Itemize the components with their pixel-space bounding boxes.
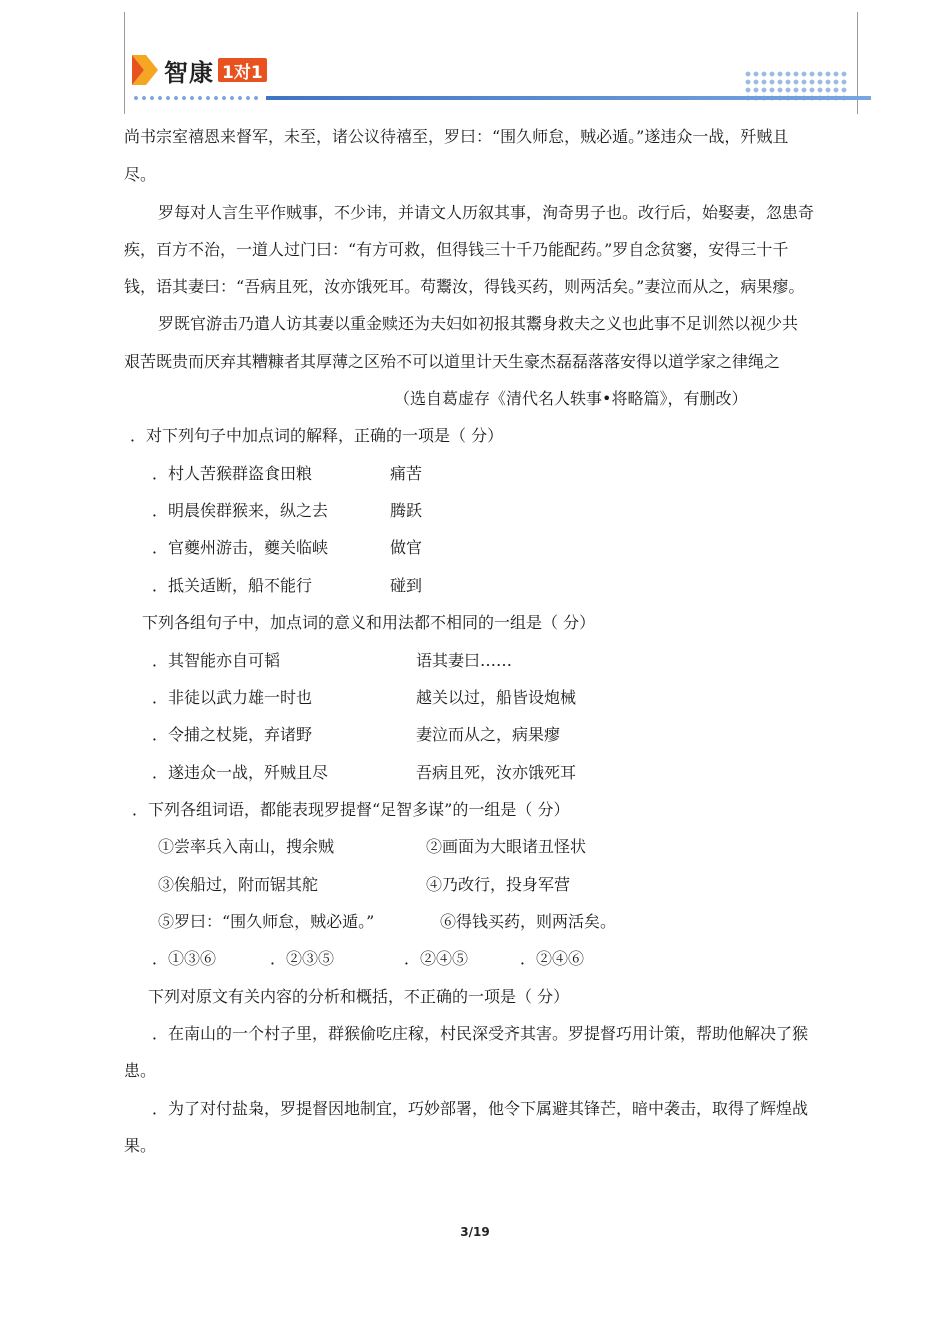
- q4-option-b: ．为了对付盐枭，罗提督因地制宜，巧妙部署，他令下属避其锋芒，暗中袭击，取得了辉煌战: [152, 1099, 809, 1118]
- question-1-stem: ．对下列句子中加点词的解释，正确的一项是（ 分）: [130, 426, 504, 445]
- header-bar: [132, 94, 850, 102]
- passage-line: 尽。: [124, 165, 157, 184]
- passage-line: 艰苦既贵而厌弃其糟糠者其厚薄之区殆不可以道里计天生豪杰磊磊落落安得以道学家之律绳之: [124, 352, 781, 371]
- question-2-stem: 下列各组句子中，加点词的意义和用法都不相同的一组是（ 分）: [142, 613, 596, 632]
- question-3-stem: ．下列各组词语，都能表现罗提督“足智多谋”的一组是（ 分）: [132, 800, 570, 819]
- q3-choice-d: ．②④⑥: [520, 949, 585, 968]
- passage-line: 钱，语其妻曰：“吾病且死，汝亦饿死耳。苟鬻汝，得钱买药，则两活矣。”妻泣而从之，病果瘳。: [124, 277, 805, 296]
- q1-option-a-gloss: 痛苦: [390, 464, 423, 483]
- header-left-rule: [124, 12, 125, 114]
- q3-item-4: ④乃改行，投身军营: [426, 875, 571, 894]
- q2-option-c-pair: 妻泣而从之，病果瘳: [416, 725, 561, 744]
- q2-option-d: ．遂违众一战，歼贼且尽: [152, 763, 329, 782]
- q4-option-b-cont: 果。: [124, 1136, 157, 1155]
- q1-option-c: ．官夔州游击，夔关临峡: [152, 538, 329, 557]
- q1-option-b-gloss: 腾跃: [390, 501, 423, 520]
- q1-option-a: ．村人苦猴群盗食田粮: [152, 464, 313, 483]
- q1-option-b: ．明晨俟群猴来，纵之去: [152, 501, 329, 520]
- q3-item-2: ②画面为大眼诸丑怪状: [426, 837, 587, 856]
- q2-option-d-pair: 吾病且死，汝亦饿死耳: [416, 763, 577, 782]
- q4-option-a: ．在南山的一个村子里，群猴偷吃庄稼，村民深受齐其害。罗提督巧用计策，帮助他解决了猴: [152, 1024, 809, 1043]
- q1-option-d: ．抵关适断，船不能行: [152, 576, 313, 595]
- page-number: 3/19: [460, 1225, 490, 1239]
- q3-choice-b: ．②③⑤: [270, 949, 335, 968]
- q2-option-a: ．其智能亦自可韬: [152, 651, 281, 670]
- passage-line: 尚书宗室禧恩来督军，未至，诸公议待禧至，罗曰：“围久师怠，贼必遁。”遂违众一战，歼贼且: [124, 127, 789, 146]
- q4-option-a-cont: 患。: [124, 1061, 157, 1080]
- passage-line: 疾，百方不治，一道人过门曰：“有方可救，但得钱三十千乃能配药。”罗自念贫窭，安得三十千: [124, 240, 789, 259]
- q1-option-d-gloss: 碰到: [390, 576, 423, 595]
- brand-logo: [132, 52, 267, 88]
- brand-text: 智康: [164, 58, 214, 87]
- passage-source: （选自葛虚存《清代名人轶事•将略篇》，有删改）: [394, 389, 748, 408]
- passage-line: 罗每对人言生平作贼事，不少讳，并请文人历叙其事，洵奇男子也。改行后，始娶妻，忽患奇: [158, 203, 815, 222]
- q2-option-b: ．非徒以武力雄一时也: [152, 688, 313, 707]
- q2-option-b-pair: 越关以过，船皆设炮械: [416, 688, 577, 707]
- passage-line: 罗既官游击乃遣人访其妻以重金赎还为夫妇如初报其鬻身救夫之义也此事不足训然以视少共: [158, 314, 799, 333]
- q3-item-1: ①尝率兵入南山，搜余贼: [158, 837, 335, 856]
- q3-item-3: ③俟船过，附而锯其舵: [158, 875, 319, 894]
- q3-item-5: ⑤罗曰：“围久师怠，贼必遁。”: [158, 912, 375, 931]
- header-bar-dots: [132, 94, 262, 102]
- q2-option-c: ．令捕之杖毙，弃诸野: [152, 725, 313, 744]
- brand-mark-icon: [132, 55, 158, 85]
- q3-choice-a: ．①③⑥: [152, 949, 217, 968]
- q1-option-c-gloss: 做官: [390, 538, 423, 557]
- question-4-stem: 下列对原文有关内容的分析和概括，不正确的一项是（ 分）: [148, 987, 570, 1006]
- header-bar-line: [266, 96, 871, 100]
- brand-badge: 1对1: [218, 58, 267, 82]
- q3-choice-c: ．②④⑤: [404, 949, 469, 968]
- q2-option-a-pair: 语其妻曰……: [416, 651, 513, 670]
- q3-item-6: ⑥得钱买药，则两活矣。: [440, 912, 617, 931]
